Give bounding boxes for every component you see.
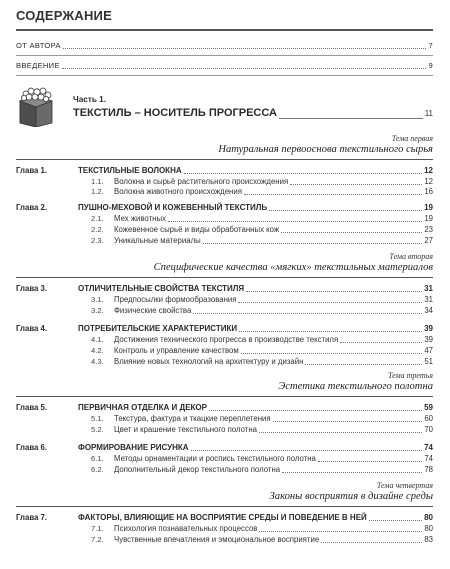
entry-page: 23 [424, 225, 433, 234]
theme-number: Тема вторая [389, 252, 433, 261]
entry-page: 27 [424, 236, 433, 245]
toc-entry-section[interactable] [114, 465, 433, 475]
section-title: Достижения технического прогресса в производстве текстиля [114, 335, 339, 344]
leader-dots [259, 432, 422, 433]
chapter-label: Глава 4. [16, 324, 48, 333]
entry-page: 59 [424, 403, 433, 412]
part-label: Часть 1. [73, 95, 107, 104]
toc-entry-section[interactable] [114, 335, 433, 345]
section-title: Мех животных [114, 214, 166, 223]
section-number: 2.2. [91, 225, 104, 234]
toc-entry-intro[interactable] [16, 61, 433, 71]
leader-dots [321, 542, 422, 543]
entry-page: 78 [424, 465, 433, 474]
section-title: Предпосылки формообразования [114, 295, 237, 304]
entry-page: 9 [428, 61, 433, 70]
section-title: Влияние новых технологий на архитектуру и дизайн [114, 357, 304, 366]
theme-rule [16, 396, 433, 397]
theme-title: Законы восприятия в дизайне среды [269, 491, 433, 502]
toc-entry-section[interactable] [114, 236, 433, 246]
entry-page: 47 [424, 346, 433, 355]
section-title: Методы орнаментации и роспись текстильного полотна [114, 454, 316, 463]
toc-entry-section[interactable] [114, 225, 433, 235]
chapter-label: Глава 5. [16, 403, 48, 412]
toc-entry-section[interactable] [114, 425, 433, 435]
section-number: 4.2. [91, 346, 104, 355]
entry-page: 74 [424, 443, 433, 452]
toc-entry-section[interactable] [114, 357, 433, 367]
section-title: Кожевенное сырьё и виды обработанных кож [114, 225, 280, 234]
theme-rule [16, 506, 433, 507]
entry-page: 31 [424, 295, 433, 304]
toc-entry-section[interactable] [114, 454, 433, 464]
page-title: СОДЕРЖАНИЕ [16, 8, 112, 23]
section-number: 1.1. [91, 177, 104, 186]
leader-dots [318, 461, 422, 462]
entry-page: 12 [424, 177, 433, 186]
toc-entry-author[interactable] [16, 41, 433, 51]
section-title: Волокна животного происхождения [114, 187, 242, 196]
chapter-title: ФОРМИРОВАНИЕ РИСУНКА [78, 443, 189, 452]
leader-dots [246, 291, 422, 292]
toc-entry-section[interactable] [114, 295, 433, 305]
toc-entry-section[interactable] [114, 414, 433, 424]
section-title: Уникальные материалы [114, 236, 201, 245]
chapter-label: Глава 1. [16, 166, 48, 175]
entry-page: 80 [424, 524, 433, 533]
toc-entry-chapter-6[interactable] [78, 443, 433, 453]
leader-dots [238, 302, 422, 303]
entry-label: ВВЕДЕНИЕ [16, 61, 60, 70]
theme-number: Тема третья [388, 371, 433, 380]
leader-dots [63, 48, 427, 49]
leader-dots [369, 520, 422, 521]
entry-page: 34 [424, 306, 433, 315]
theme-rule [16, 277, 433, 278]
entry-page: 39 [424, 335, 433, 344]
theme-title: Эстетика текстильного полотна [278, 381, 433, 392]
leader-dots [282, 472, 422, 473]
leader-dots [259, 531, 422, 532]
chapter-title: ТЕКСТИЛЬНЫЕ ВОЛОКНА [78, 166, 182, 175]
entry-page: 80 [424, 513, 433, 522]
toc-entry-part-1[interactable] [73, 107, 433, 120]
leader-dots [168, 221, 422, 222]
entry-page: 31 [424, 284, 433, 293]
entry-page: 11 [424, 109, 433, 118]
section-number: 2.3. [91, 236, 104, 245]
theme-number: Тема четвертая [376, 481, 433, 490]
section-number: 7.1. [91, 524, 104, 533]
leader-dots [281, 232, 422, 233]
leader-dots [290, 184, 422, 185]
divider [16, 55, 433, 56]
toc-entry-section[interactable] [114, 177, 433, 187]
leader-dots [340, 342, 422, 343]
toc-entry-chapter-7[interactable] [78, 513, 433, 523]
leader-dots [305, 364, 422, 365]
part-title: ТЕКСТИЛЬ – НОСИТЕЛЬ ПРОГРЕССА [73, 107, 277, 119]
section-title: Чувственные впечатления и эмоциональное восприятие [114, 535, 320, 544]
leader-dots [209, 410, 422, 411]
theme-number: Тема первая [391, 134, 433, 143]
section-title: Психология познавательных процессов [114, 524, 258, 533]
toc-entry-chapter-2[interactable] [78, 203, 433, 213]
leader-dots [244, 194, 422, 195]
chapter-label: Глава 3. [16, 284, 48, 293]
entry-page: 70 [424, 425, 433, 434]
leader-dots [273, 421, 423, 422]
section-number: 6.1. [91, 454, 104, 463]
entry-page: 74 [424, 454, 433, 463]
entry-page: 7 [428, 41, 433, 50]
entry-label: ОТ АВТОРА [16, 41, 61, 50]
section-number: 5.2. [91, 425, 104, 434]
leader-dots [269, 210, 422, 211]
entry-page: 19 [424, 214, 433, 223]
theme-title: Специфические качества «мягких» текстильных материалов [153, 262, 433, 273]
entry-page: 51 [424, 357, 433, 366]
toc-entry-section[interactable] [114, 535, 433, 545]
title-rule [16, 29, 433, 31]
chapter-label: Глава 6. [16, 443, 48, 452]
entry-page: 19 [424, 203, 433, 212]
chapter-title: ПОТРЕБИТЕЛЬСКИЕ ХАРАКТЕРИСТИКИ [78, 324, 238, 333]
theme-title: Натуральная первооснова текстильного сырья [218, 144, 433, 155]
section-title: Дополнительный декор текстильного полотна [114, 465, 281, 474]
divider [16, 75, 433, 76]
chapter-title: ФАКТОРЫ, ВЛИЯЮЩИЕ НА ВОСПРИЯТИЕ СРЕДЫ И ПОВЕДЕНИЕ В НЕЙ [78, 513, 367, 522]
section-number: 1.2. [91, 187, 104, 196]
section-title: Контроль и управление качеством [114, 346, 239, 355]
chapter-title: ОТЛИЧИТЕЛЬНЫЕ СВОЙСТВА ТЕКСТИЛЯ [78, 284, 245, 293]
entry-page: 39 [424, 324, 433, 333]
leader-dots [203, 243, 423, 244]
leader-dots [239, 331, 422, 332]
chapter-label: Глава 7. [16, 513, 48, 522]
section-title: Цвет и крашение текстильного полотна [114, 425, 257, 434]
leader-dots [241, 353, 423, 354]
section-number: 4.1. [91, 335, 104, 344]
section-title: Физические свойства [114, 306, 192, 315]
leader-dots [191, 450, 423, 451]
section-number: 3.2. [91, 306, 104, 315]
section-number: 7.2. [91, 535, 104, 544]
section-title: Волокна и сырьё растительного происхождения [114, 177, 289, 186]
section-number: 4.3. [91, 357, 104, 366]
section-number: 2.1. [91, 214, 104, 223]
entry-page: 60 [424, 414, 433, 423]
toc-entry-section[interactable] [114, 346, 433, 356]
chapter-title: ПЕРВИЧНАЯ ОТДЕЛКА И ДЕКОР [78, 403, 207, 412]
entry-page: 12 [424, 166, 433, 175]
toc-entry-chapter-4[interactable] [78, 324, 433, 334]
toc-entry-section[interactable] [114, 187, 433, 197]
section-number: 3.1. [91, 295, 104, 304]
toc-entry-chapter-3[interactable] [78, 284, 433, 294]
leader-dots [193, 313, 422, 314]
chapter-title: ПУШНО-МЕХОВОЙ И КОЖЕВЕННЫЙ ТЕКСТИЛЬ [78, 203, 268, 212]
leader-line [279, 118, 423, 119]
textile-box-icon [16, 87, 56, 127]
toc-entry-section[interactable] [114, 214, 433, 224]
chapter-label: Глава 2. [16, 203, 48, 212]
toc-entry-chapter-5[interactable] [78, 403, 433, 413]
leader-dots [184, 173, 422, 174]
toc-entry-section[interactable] [114, 306, 433, 316]
toc-entry-section[interactable] [114, 524, 433, 534]
section-number: 6.2. [91, 465, 104, 474]
toc-entry-chapter-1[interactable] [78, 166, 433, 176]
entry-page: 16 [424, 187, 433, 196]
section-number: 5.1. [91, 414, 104, 423]
entry-page: 83 [424, 535, 433, 544]
leader-dots [62, 68, 427, 69]
theme-rule [16, 159, 433, 160]
section-title: Текстура, фактура и ткацкие переплетения [114, 414, 271, 423]
